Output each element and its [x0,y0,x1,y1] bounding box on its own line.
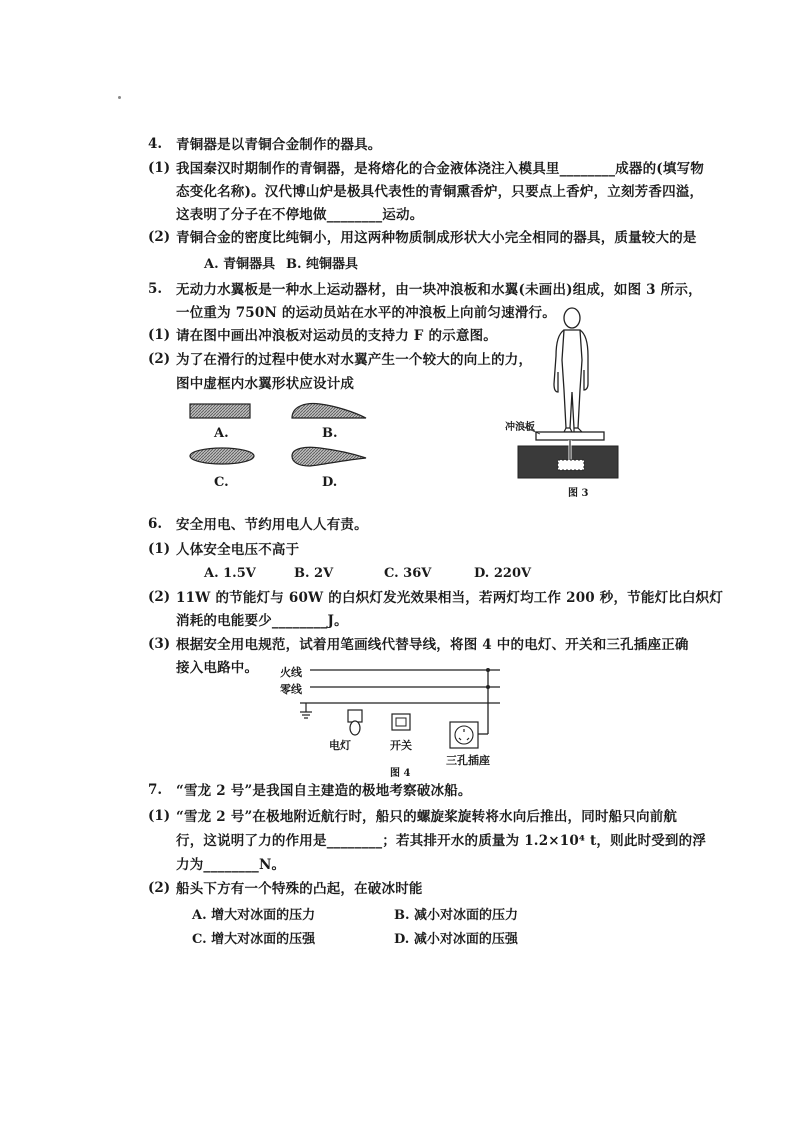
q4-stem: 青铜器是以青铜合金制作的器具。 [176,137,382,153]
person-body [562,330,582,428]
q4-part1-line2: 态变化名称)。汉代博山炉是极具代表性的青铜熏香炉，只要点上香炉，立刻芳香四溢， [176,184,704,200]
q6-part2-label: (2) [148,589,171,605]
q7-part2-label: (2) [148,880,171,896]
shape-label-a: A. [214,426,229,441]
q6-part2-line2: 消耗的电能要少________J。 [176,613,348,629]
q7-option-d: D. 减小对冰面的压强 [394,932,518,947]
q4-part1-line1: 我国秦汉时期制作的青铜器，是将熔化的合金液体浇注入模具里________成器的(填写物 [176,161,704,177]
q4-part2-line1: 青铜合金的密度比纯铜小，用这两种物质制成形状大小完全相同的器具，质量较大的是 [176,230,697,246]
q7-stem: “雪龙 2 号”是我国自主建造的极地考察破冰船。 [176,783,472,799]
shape-d-airfoil-inverted [292,447,366,466]
q4-part1-line3: 这表明了分子在不停地做________运动。 [176,207,424,223]
q5-number: 5. [148,281,163,297]
q7-part1-line2: 行，这说明了力的作用是________；若其排开水的质量为 1.2×10⁴ t，则此时受到的浮 [176,833,707,849]
q7-part1-line3: 力为________N。 [176,857,286,873]
q6-option-c: C. 36V [384,566,432,581]
shape-label-c: C. [214,475,229,490]
q6-part1-label: (1) [148,541,171,557]
q7-part1-line1: “雪龙 2 号”在极地附近航行时，船只的螺旋桨旋转将水向后推出，同时船只向前航 [176,809,678,825]
q5-part1-text: 请在图中画出冲浪板对运动员的支持力 F 的示意图。 [176,328,497,344]
neutral-wire-label: 零线 [280,683,302,696]
q4-option-a: A. 青铜器具 [204,257,276,272]
hydrofoil-dashed-box [558,460,584,470]
q6-part1-text: 人体安全电压不高于 [176,542,300,558]
board-label: 冲浪板 [505,422,535,433]
q6-part3-label: (3) [148,636,171,652]
q7-part1-label: (1) [148,808,171,824]
live-wire-label: 火线 [280,666,302,679]
lamp-holder [348,710,362,722]
q7-option-a: A. 增大对冰面的压力 [192,908,316,923]
q7-option-b: B. 减小对冰面的压力 [394,908,519,923]
q4-part2-label: (2) [148,229,171,245]
shape-label-b: B. [322,426,338,441]
q6-option-b: B. 2V [294,566,334,581]
socket-label: 三孔插座 [446,754,490,767]
lamp-bulb-icon [350,721,360,735]
q6-option-a: A. 1.5V [204,566,256,581]
figure-3-surfer [500,300,630,490]
q6-option-d: D. 220V [474,566,532,581]
figure-4-caption: 图 4 [390,768,411,779]
shape-b-airfoil [292,404,366,418]
q5-part2-line2: 图中虚框内水翼形状应设计成 [176,376,355,392]
figure-3-caption: 图 3 [568,488,589,499]
q5-part1-label: (1) [148,327,171,343]
switch-label: 开关 [390,739,412,752]
q4-number: 4. [148,136,163,152]
q7-option-c: C. 增大对冰面的压强 [192,932,316,947]
q6-part3-line2: 接入电路中。 [176,660,259,676]
shape-label-d: D. [322,475,338,490]
q4-option-b: B. 纯铜器具 [286,257,359,272]
q6-stem: 安全用电、节约用电人人有责。 [176,517,368,533]
q5-stem-line1: 无动力水翼板是一种水上运动器材，由一块冲浪板和水翼(未画出)组成，如图 3 所示， [176,282,702,298]
shape-a-rectangle [190,404,250,418]
shape-c-ellipse [190,448,254,464]
q5-stem-line2: 一位重为 750N 的运动员站在水平的冲浪板上向前匀速滑行。 [176,305,556,321]
q7-part2-text: 船头下方有一个特殊的凸起，在破冰时能 [176,881,423,897]
q6-part3-line1: 根据安全用电规范，试着用笔画线代替导线，将图 4 中的电灯、开关和三孔插座正确 [176,637,689,653]
person-head [564,308,580,328]
q6-number: 6. [148,516,163,532]
q4-part1-label: (1) [148,160,171,176]
q7-number: 7. [148,782,163,798]
q6-part2-line1: 11W 的节能灯与 60W 的白炽灯发光效果相当，若两灯均工作 200 秒，节能灯比白炽灯 [176,590,724,606]
lamp-label: 电灯 [329,739,351,752]
scan-speck [118,96,121,99]
q5-part2-line1: 为了在滑行的过程中使水对水翼产生一个较大的向上的力， [176,352,533,368]
surfboard [536,432,604,440]
q5-part2-label: (2) [148,351,171,367]
